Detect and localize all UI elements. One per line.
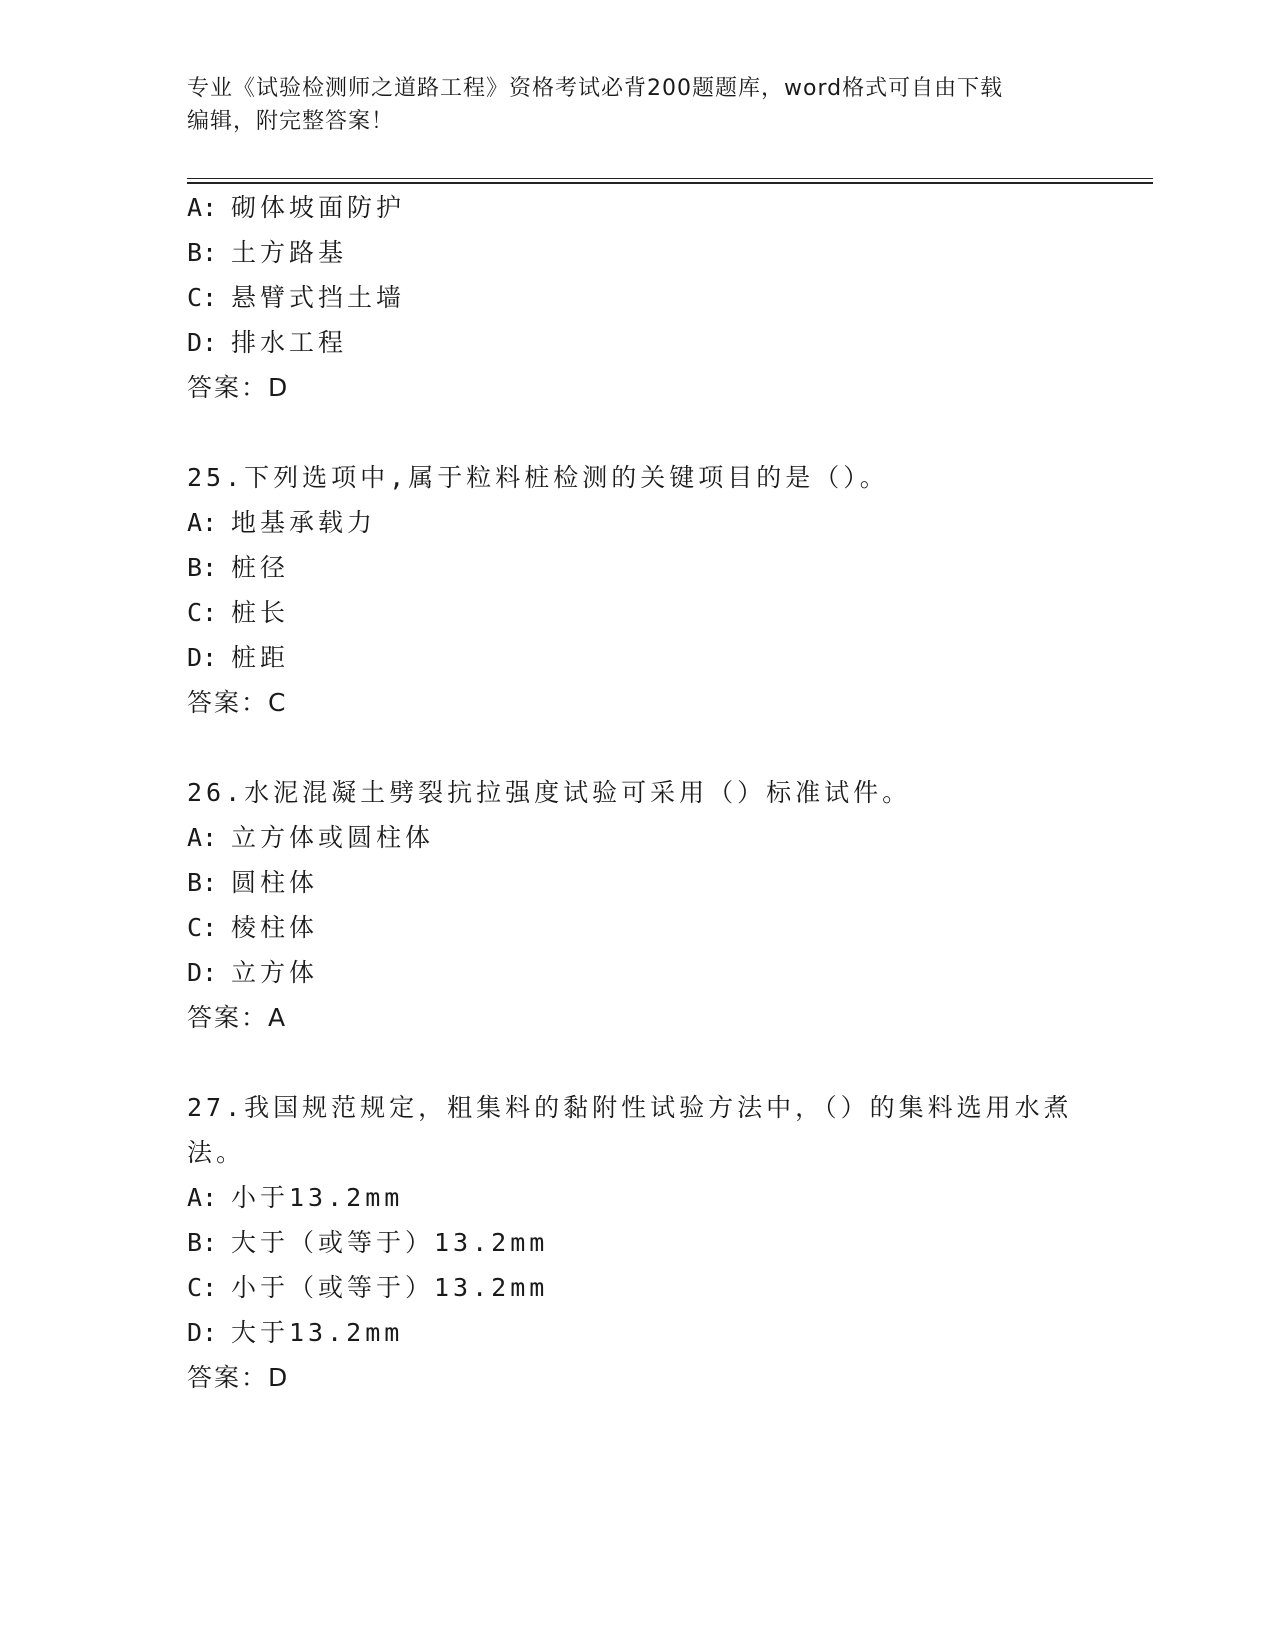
q24-option-d: D: 排水工程 — [187, 328, 348, 357]
q25-option-b: B: 桩径 — [187, 553, 290, 582]
q26-answer: 答案：A — [187, 1003, 288, 1032]
q24-option-b: B: 土方路基 — [187, 238, 348, 267]
q25-option-d: D: 桩距 — [187, 643, 290, 672]
q25-option-a: A: 地基承载力 — [187, 508, 377, 537]
q25-answer: 答案：C — [187, 688, 288, 717]
q25-stem: 25.下列选项中,属于粒料桩检测的关键项目的是（）。 — [187, 463, 889, 492]
q26-option-c: C: 棱柱体 — [187, 913, 319, 942]
q26-option-b: B: 圆柱体 — [187, 868, 319, 897]
q26-option-a: A: 立方体或圆柱体 — [187, 823, 435, 852]
q24-option-a: A: 砌体坡面防护 — [187, 193, 406, 222]
q24-answer: 答案：D — [187, 373, 290, 402]
q27-stem-line-1: 27.我国规范规定，粗集料的黏附性试验方法中，（）的集料选用水煮 — [187, 1093, 1073, 1122]
q27-option-b: B: 大于（或等于）13.2mm — [187, 1228, 549, 1257]
q27-option-d: D: 大于13.2mm — [187, 1318, 404, 1347]
q27-option-a: A: 小于13.2mm — [187, 1183, 404, 1212]
header-line-1: 专业《试验检测师之道路工程》资格考试必背200题题库，word格式可自由下载 — [187, 76, 1004, 101]
header-rule-thick — [187, 182, 1153, 184]
q27-option-c: C: 小于（或等于）13.2mm — [187, 1273, 549, 1302]
document-header — [187, 72, 1087, 138]
header-line-2: 编辑，附完整答案！ — [187, 109, 395, 134]
q26-stem: 26.水泥混凝土劈裂抗拉强度试验可采用（）标准试件。 — [187, 778, 912, 807]
q27-stem-line-2: 法。 — [187, 1138, 246, 1167]
header-rule-thin — [187, 178, 1153, 179]
q27-answer: 答案：D — [187, 1363, 290, 1392]
q24-option-c: C: 悬臂式挡土墙 — [187, 283, 406, 312]
q26-option-d: D: 立方体 — [187, 958, 319, 987]
q25-option-c: C: 桩长 — [187, 598, 290, 627]
